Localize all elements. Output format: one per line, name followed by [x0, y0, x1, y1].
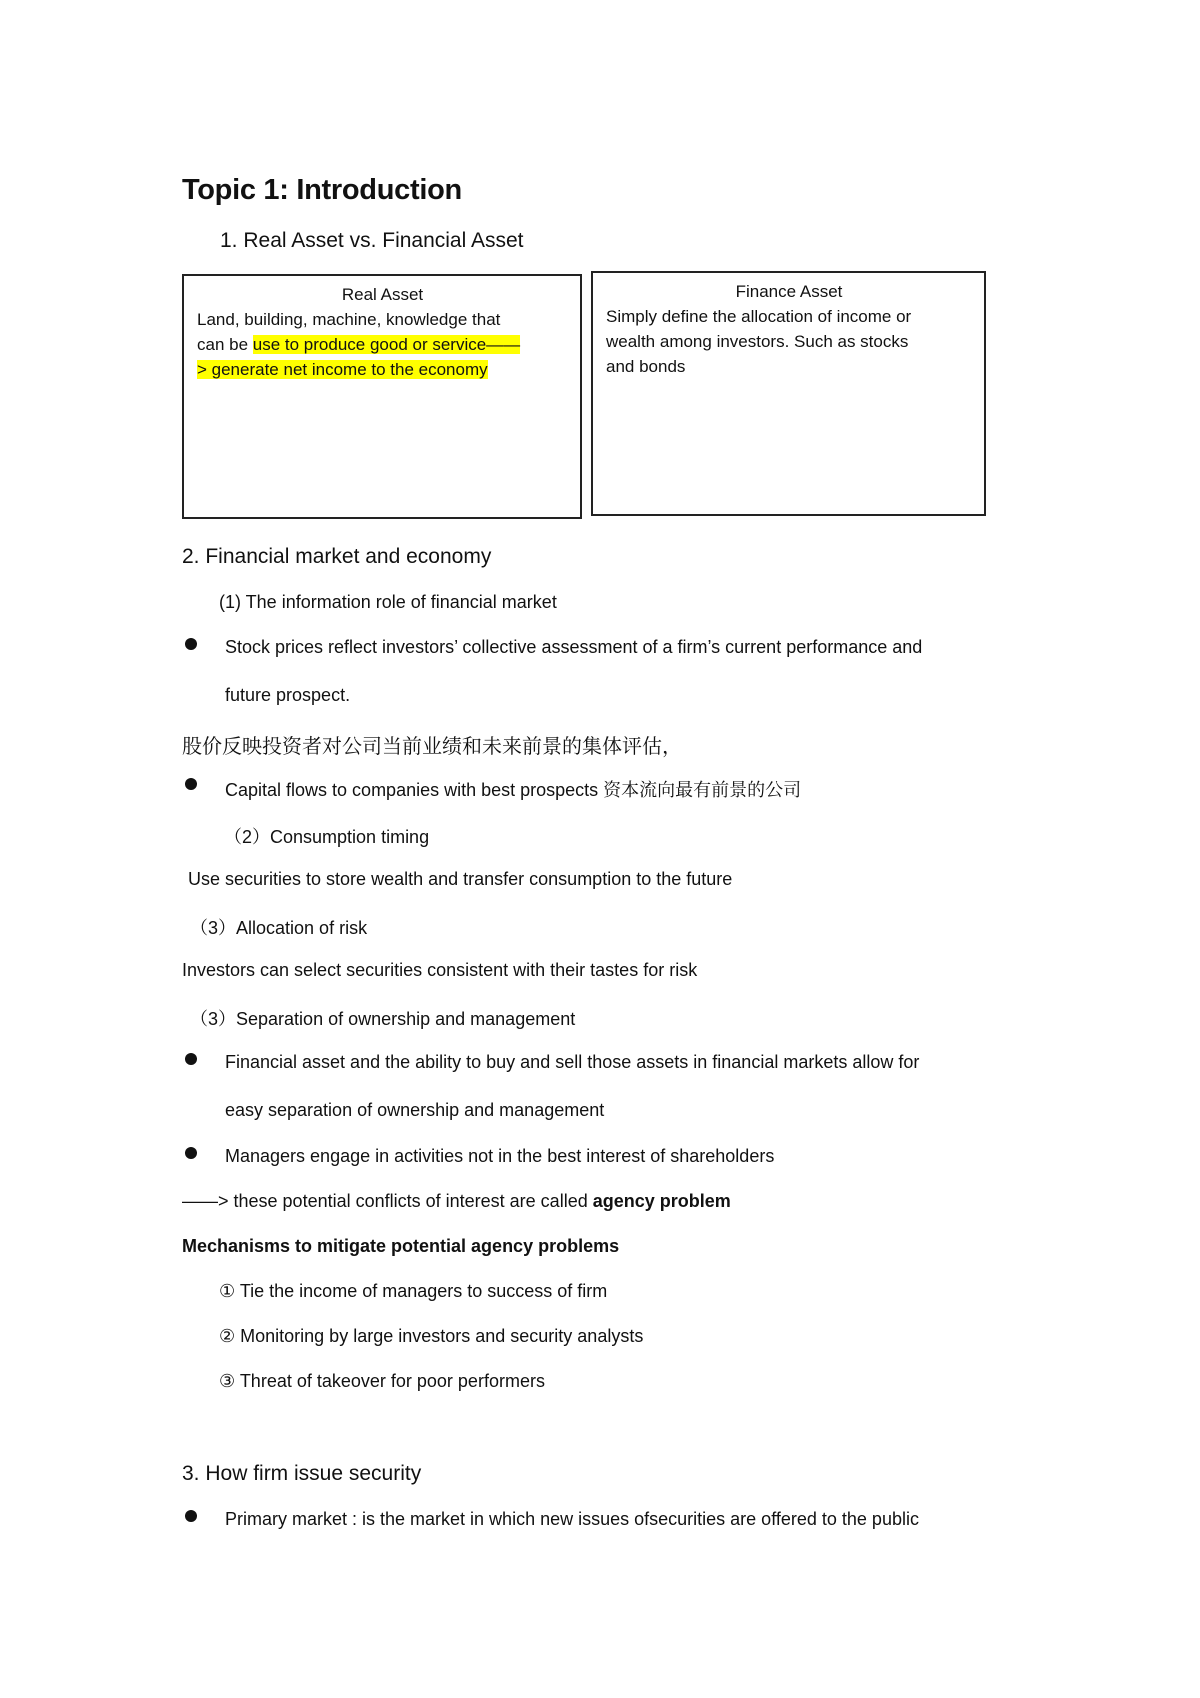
agency-problem-prefix: ——> these potential conflicts of interest are called	[182, 1191, 593, 1211]
bullet-icon	[185, 778, 197, 790]
bullet-icon	[185, 1053, 197, 1065]
agency-problem-term: agency problem	[592, 1191, 731, 1211]
bullet-stock-prices-line-1: Stock prices reflect investors’ collective assessment of a firm’s current performance and	[225, 637, 923, 657]
bullet-icon	[185, 638, 197, 650]
mechanisms-heading: Mechanisms to mitigate potential agency problems	[182, 1236, 620, 1256]
mechanism-item-2: ② Monitoring by large investors and security analysts	[219, 1326, 644, 1346]
bullet-stock-prices-line-2: future prospect.	[225, 685, 351, 705]
subheading-allocation-of-risk: （3）Allocation of risk	[190, 918, 368, 938]
bullet-financial-asset-line-2: easy separation of ownership and management	[225, 1100, 605, 1120]
bullet-icon	[185, 1510, 197, 1522]
real-asset-line-2	[197, 332, 568, 357]
finance-asset-line-2: wealth among investors. Such as stocks	[606, 332, 909, 351]
agency-problem-line	[182, 1191, 731, 1212]
highlighted-text: > generate net income to the economy	[197, 360, 488, 379]
subheading-separation: （3）Separation of ownership and management	[190, 1009, 576, 1029]
consumption-timing-text: Use securities to store wealth and transfer consumption to the future	[188, 869, 733, 889]
section-2-heading: 2. Financial market and economy	[182, 545, 492, 568]
subheading-consumption-timing: （2）Consumption timing	[224, 827, 430, 847]
bullet-financial-asset-line-1: Financial asset and the ability to buy and sell those assets in financial markets allow for	[225, 1052, 920, 1072]
page-title: Topic 1: Introduction	[182, 174, 462, 206]
real-asset-line-3	[197, 357, 568, 382]
section-1-heading: 1. Real Asset vs. Financial Asset	[220, 229, 524, 252]
bullet-managers-engage: Managers engage in activities not in the best interest of shareholders	[225, 1146, 775, 1166]
section-3-heading: 3. How firm issue security	[182, 1462, 422, 1485]
bullet-primary-market: Primary market : is the market in which new issues ofsecurities are offered to the public	[225, 1509, 919, 1529]
bullet-capital-flows: Capital flows to companies with best prospects 资本流向最有前景的公司	[225, 780, 802, 800]
finance-asset-box	[591, 271, 986, 516]
real-asset-line-1: Land, building, machine, knowledge that	[197, 310, 501, 329]
highlighted-text: use to produce good or service——	[252, 335, 521, 354]
mechanism-item-1: ① Tie the income of managers to success of firm	[219, 1281, 608, 1301]
mechanism-item-3: ③ Threat of takeover for poor performers	[219, 1371, 545, 1391]
real-asset-line-2-plain: can be	[197, 335, 253, 354]
finance-asset-line-3: and bonds	[606, 357, 686, 376]
finance-asset-box-title: Finance Asset	[735, 282, 843, 301]
allocation-of-risk-text: Investors can select securities consistent with their tastes for risk	[182, 960, 698, 980]
finance-asset-line-1: Simply define the allocation of income or	[606, 307, 912, 326]
real-asset-box-title: Real Asset	[341, 285, 424, 304]
subheading-information-role: (1) The information role of financial market	[219, 592, 557, 612]
chinese-summary-line: 股价反映投资者对公司当前业绩和未来前景的集体评估，	[182, 736, 682, 758]
real-asset-box	[182, 274, 582, 519]
bullet-icon	[185, 1147, 197, 1159]
